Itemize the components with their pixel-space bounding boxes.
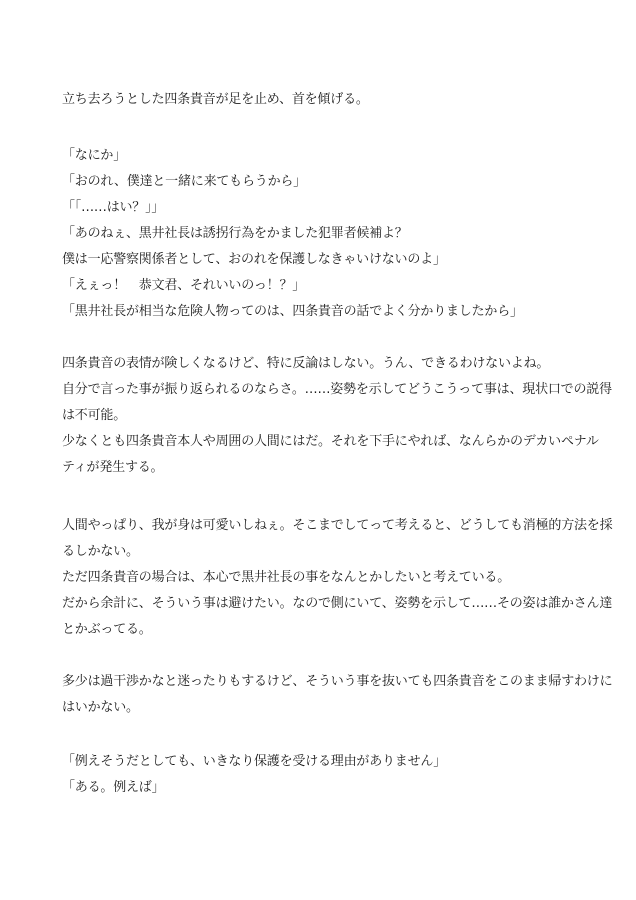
dialogue-line: 「黒井社長が相当な危険人物ってのは、四条貴音の話でよく分かりましたから」 bbox=[62, 304, 523, 319]
dialogue-line: 「あのねぇ、黒井社長は誘拐行為をかました犯罪者候補よ？ bbox=[62, 226, 408, 241]
text-line: ただ四条貴音の場合は、本心で黒井社長の事をなんとかしたいと考えている。 bbox=[62, 570, 511, 585]
text-line: はいかない。 bbox=[62, 700, 139, 715]
dialogue-line: 「例えそうだとしても、いきなり保護を受ける理由がありません」 bbox=[62, 754, 447, 769]
dialogue-line: 「「……はい？」」 bbox=[62, 200, 165, 215]
text-line: 少なくとも四条貴音本人や周囲の人間にはだ。それを下手にやれば、なんらかのデカいペナル bbox=[62, 434, 599, 449]
text-line: 立ち去ろうとした四条貴音が足を止め、首を傾げる。 bbox=[62, 92, 369, 107]
text-line: 多少は過干渉かなと迷ったりもするけど、そういう事を抜いても四条貴音をこのまま帰すわけに bbox=[62, 674, 613, 689]
text-line: 人間やっぱり、我が身は可愛いしねぇ。そこまでしてって考えると、どうしても消極的方法を採 bbox=[62, 518, 613, 533]
dialogue-line: 「なにか」 bbox=[62, 148, 127, 163]
text-line: るしかない。 bbox=[62, 544, 139, 559]
dialogue-line: 「おのれ、僕達と一緒に来てもらうから」 bbox=[62, 174, 306, 189]
dialogue-line: 僕は一応警察関係者として、おのれを保護しなきゃいけないのよ」 bbox=[62, 252, 446, 267]
text-line: とかぶってる。 bbox=[62, 622, 152, 637]
text-line: 自分で言った事が振り返られるのならさ。……姿勢を示してどうこうって事は、現状口での説得 bbox=[62, 382, 612, 397]
dialogue-line: 「ある。例えば」 bbox=[62, 780, 165, 795]
text-line: は不可能。 bbox=[62, 408, 127, 423]
text-line: だから余計に、そういう事は避けたい。なので側にいて、姿勢を示して……その姿は誰かさん達 bbox=[62, 596, 613, 611]
text-line: 四条貴音の表情が険しくなるけど、特に反論はしない。うん、できるわけないよね。 bbox=[62, 356, 550, 371]
dialogue-line: 「えぇっ！ 恭文君、それいいのっ！？」 bbox=[62, 278, 306, 293]
text-line: ティが発生する。 bbox=[62, 460, 164, 475]
